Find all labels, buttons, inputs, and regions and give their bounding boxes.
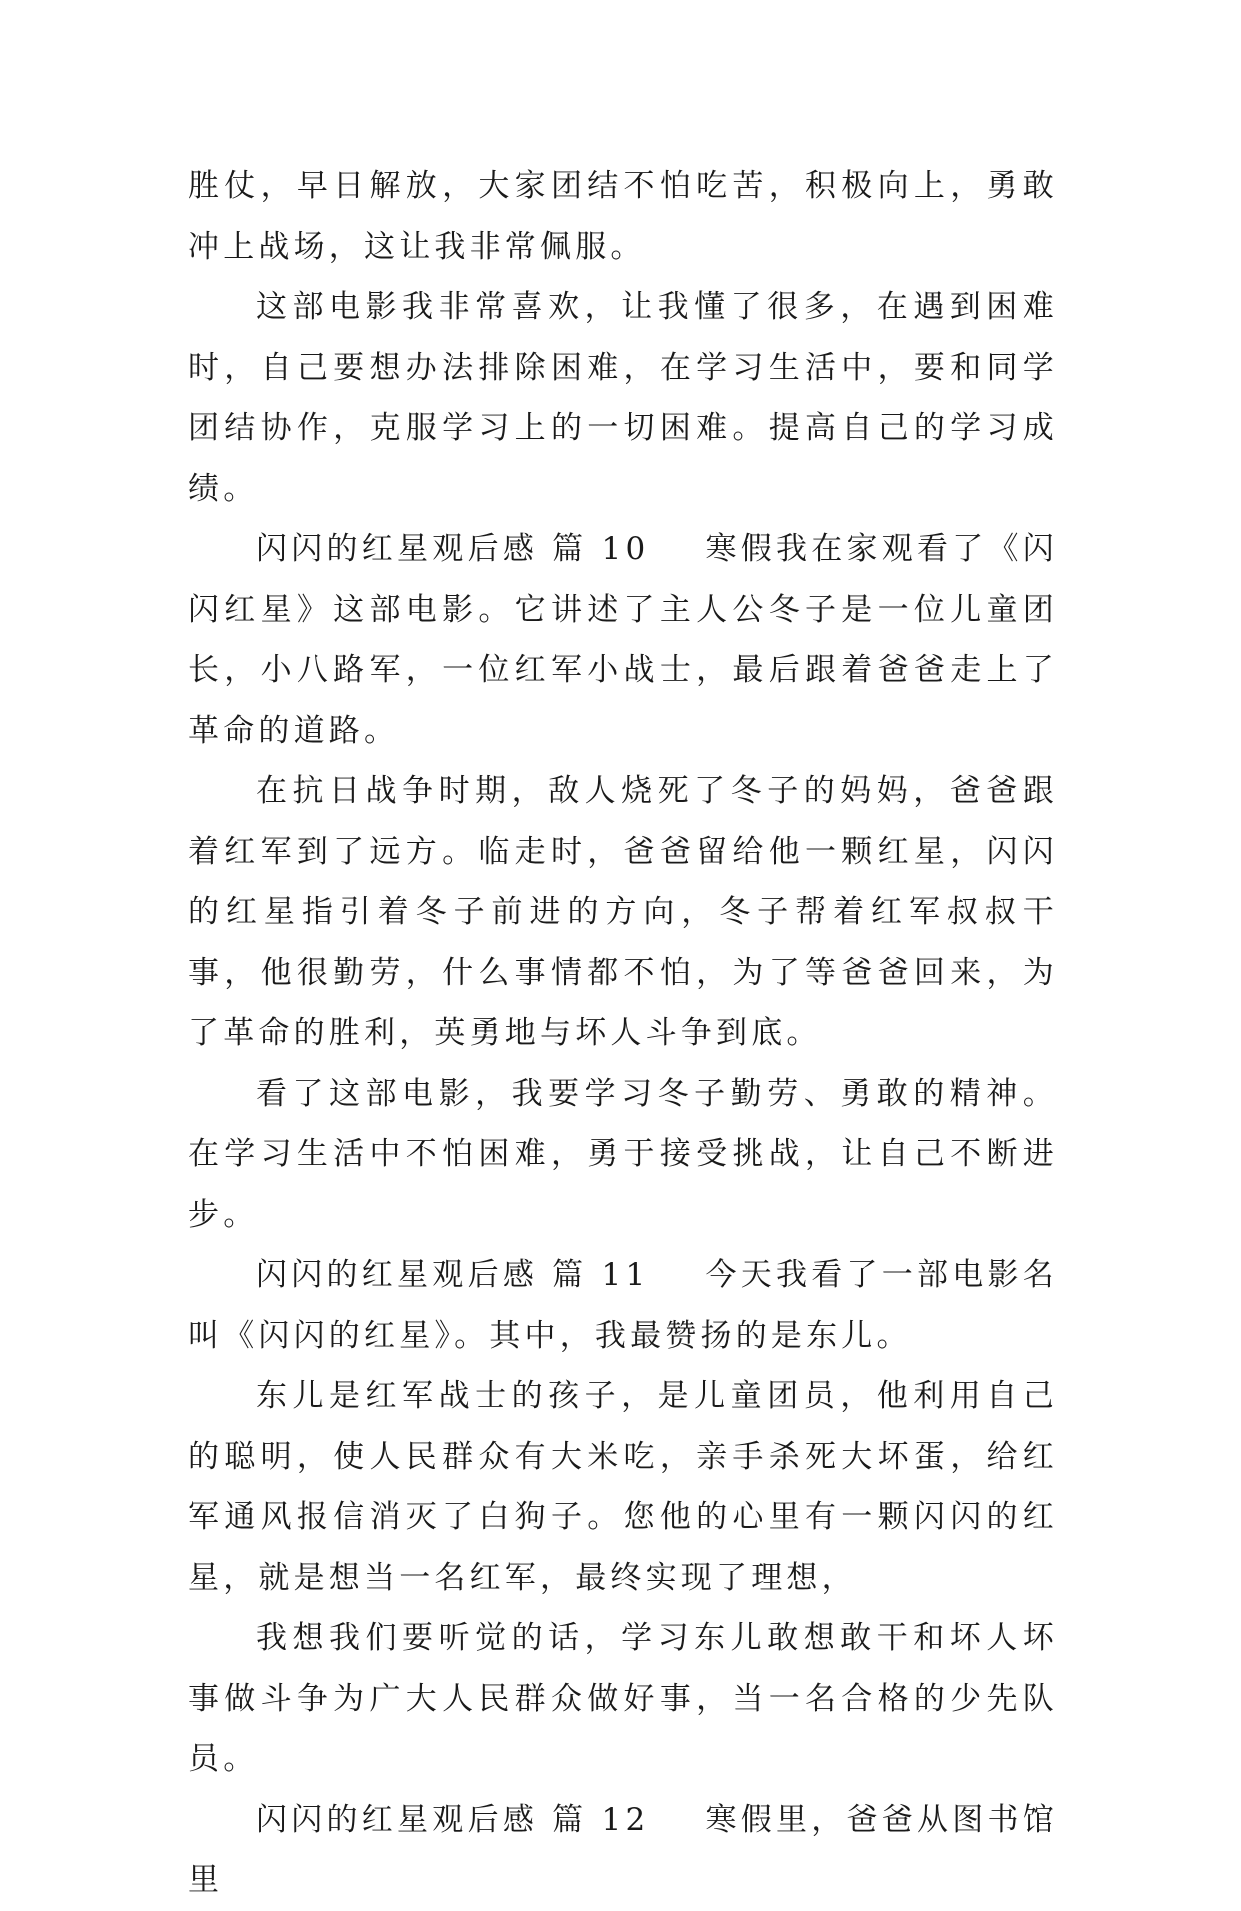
paragraph-7 <box>188 1366 1058 1608</box>
section-heading: 闪闪的红星观后感 <box>256 531 539 567</box>
paragraph-text: 胜仗，早日解放，大家团结不怕吃苦，积极向上，勇敢冲上战场，这让我非常佩服。 <box>188 168 1058 265</box>
section-number: 篇 11 <box>552 1257 650 1293</box>
paragraph-text: 在抗日战争时期，敌人烧死了冬子的妈妈，爸爸跟着红军到了远方。临走时，爸爸留给他一颗红星，闪闪的红星指引着冬子前进的方向，冬子帮着红军叔叔干事，他很勤劳，什么事情都不怕，为了等爸爸回来，为了革命的胜利，英勇地与坏人斗争到底。 <box>188 773 1058 1051</box>
paragraph-2 <box>188 277 1058 519</box>
paragraph-1 <box>188 156 1058 277</box>
paragraph-text: 看了这部电影，我要学习冬子勤劳、勇敢的精神。在学习生活中不怕困难，勇于接受挑战，让自己不断进步。 <box>188 1075 1058 1233</box>
paragraph-text: 寒假我在家观看了《闪闪红星》这部电影。它讲述了主人公冬子是一位儿童团长，小八路军，一位红军小战士，最后跟着爸爸走上了革命的道路。 <box>188 531 1058 749</box>
paragraph-8 <box>188 1608 1058 1790</box>
paragraph-4 <box>188 761 1058 1064</box>
section-number: 篇 10 <box>552 531 650 567</box>
section-number: 篇 12 <box>552 1801 650 1838</box>
paragraph-text: 我想我们要听觉的话，学习东儿敢想敢干和坏人坏事做斗争为广大人民群众做好事，当一名合格的少先队员。 <box>188 1620 1058 1777</box>
paragraph-3 <box>188 519 1058 761</box>
document-body <box>188 156 1058 1911</box>
paragraph-5 <box>188 1064 1058 1246</box>
paragraph-text: 寒假里，爸爸从图书馆里 <box>188 1801 1058 1898</box>
paragraph-text: 今天我看了一部电影名叫《闪闪的红星》。其中，我最赞扬的是东儿。 <box>188 1257 1058 1354</box>
paragraph-6 <box>188 1245 1058 1366</box>
section-heading: 闪闪的红星观后感 <box>256 1257 539 1293</box>
section-heading: 闪闪的红星观后感 <box>256 1801 539 1838</box>
paragraph-9 <box>188 1790 1058 1911</box>
paragraph-text: 这部电影我非常喜欢，让我懂了很多，在遇到困难时，自己要想办法排除困难，在学习生活中，要和同学团结协作，克服学习上的一切困难。提高自己的学习成绩。 <box>188 289 1058 507</box>
paragraph-text: 东儿是红军战士的孩子，是儿童团员，他利用自己的聪明，使人民群众有大米吃，亲手杀死大坏蛋，给红军通风报信消灭了白狗子。您他的心里有一颗闪闪的红星，就是想当一名红军，最终实现了理想， <box>188 1378 1058 1596</box>
